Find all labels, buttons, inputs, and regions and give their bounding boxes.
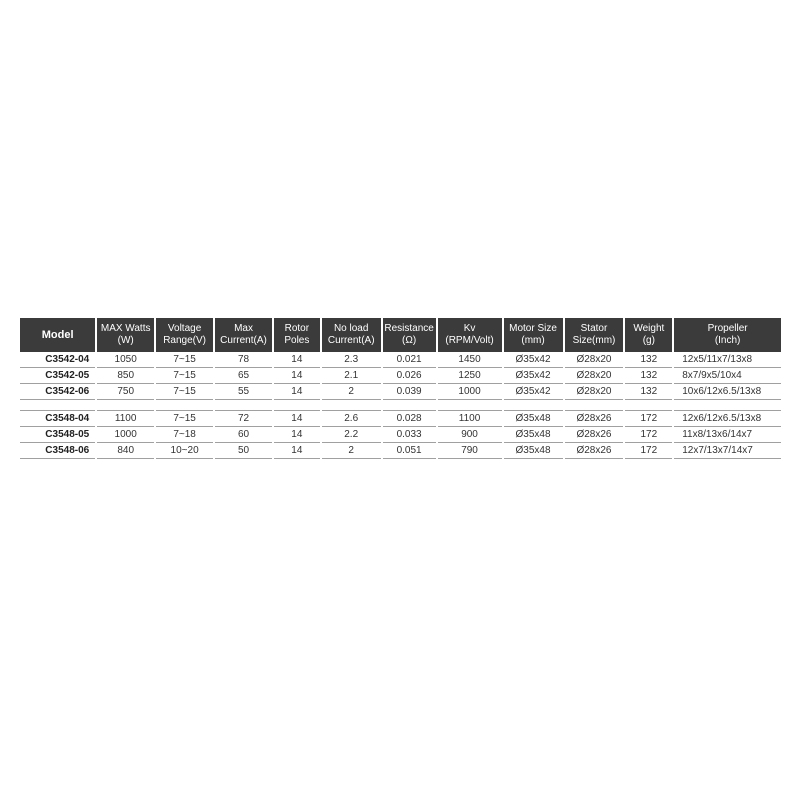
table-row (20, 443, 781, 459)
cell-weight: 172 (625, 443, 672, 459)
cell-no-load-current: 2.3 (322, 352, 381, 368)
cell-motor-size: Ø35x42 (504, 384, 563, 400)
cell-voltage-range: 7~15 (156, 411, 213, 427)
cell-stator-size: Ø28x26 (565, 411, 624, 427)
header-motor-size: Motor Size (mm) (504, 318, 563, 352)
cell-motor-size: Ø35x48 (504, 411, 563, 427)
cell-kv: 900 (438, 427, 502, 443)
cell-rotor-poles: 14 (274, 368, 320, 384)
cell-stator-size: Ø28x26 (565, 443, 624, 459)
separator-cell (20, 400, 95, 411)
cell-motor-size: Ø35x42 (504, 352, 563, 368)
header-propeller: Propeller (Inch) (674, 318, 781, 352)
cell-max-current: 55 (215, 384, 272, 400)
cell-stator-size: Ø28x20 (565, 352, 624, 368)
cell-stator-size: Ø28x20 (565, 368, 624, 384)
cell-kv: 1250 (438, 368, 502, 384)
header-kv: Kv (RPM/Volt) (438, 318, 502, 352)
cell-rotor-poles: 14 (274, 411, 320, 427)
table-body (20, 352, 781, 459)
cell-model: C3542-06 (20, 384, 95, 400)
table-row (20, 368, 781, 384)
separator-cell (438, 400, 502, 411)
cell-voltage-range: 7~15 (156, 368, 213, 384)
separator-cell (625, 400, 672, 411)
cell-voltage-range: 7~18 (156, 427, 213, 443)
header-max-current: Max Current(A) (215, 318, 272, 352)
cell-model: C3542-04 (20, 352, 95, 368)
separator-cell (383, 400, 436, 411)
cell-max-watts: 840 (97, 443, 154, 459)
cell-resistance: 0.039 (383, 384, 436, 400)
cell-resistance: 0.028 (383, 411, 436, 427)
table-row (20, 384, 781, 400)
group-separator (20, 400, 781, 411)
table-row (20, 411, 781, 427)
cell-no-load-current: 2 (322, 443, 381, 459)
header-max-watts: MAX Watts (W) (97, 318, 154, 352)
separator-cell (504, 400, 563, 411)
cell-max-current: 50 (215, 443, 272, 459)
cell-model: C3548-06 (20, 443, 95, 459)
separator-cell (322, 400, 381, 411)
cell-kv: 1000 (438, 384, 502, 400)
separator-cell (156, 400, 213, 411)
cell-max-watts: 750 (97, 384, 154, 400)
separator-cell (674, 400, 781, 411)
header-no-load-current: No load Current(A) (322, 318, 381, 352)
cell-weight: 132 (625, 368, 672, 384)
cell-propeller: 10x6/12x6.5/13x8 (674, 384, 781, 400)
cell-stator-size: Ø28x20 (565, 384, 624, 400)
header-model: Model (20, 318, 95, 352)
separator-cell (215, 400, 272, 411)
cell-no-load-current: 2.1 (322, 368, 381, 384)
cell-propeller: 8x7/9x5/10x4 (674, 368, 781, 384)
table-row (20, 427, 781, 443)
cell-motor-size: Ø35x48 (504, 443, 563, 459)
cell-model: C3542-05 (20, 368, 95, 384)
cell-max-current: 72 (215, 411, 272, 427)
cell-max-watts: 1050 (97, 352, 154, 368)
header-weight: Weight (g) (625, 318, 672, 352)
cell-max-current: 78 (215, 352, 272, 368)
cell-rotor-poles: 14 (274, 352, 320, 368)
cell-no-load-current: 2 (322, 384, 381, 400)
cell-weight: 132 (625, 352, 672, 368)
cell-no-load-current: 2.2 (322, 427, 381, 443)
cell-max-watts: 850 (97, 368, 154, 384)
cell-no-load-current: 2.6 (322, 411, 381, 427)
header-resistance: Resistance (Ω) (383, 318, 436, 352)
cell-propeller: 12x7/13x7/14x7 (674, 443, 781, 459)
cell-resistance: 0.021 (383, 352, 436, 368)
motor-spec-table (18, 318, 783, 459)
header-row (20, 318, 781, 352)
cell-propeller: 12x5/11x7/13x8 (674, 352, 781, 368)
cell-voltage-range: 7~15 (156, 384, 213, 400)
cell-voltage-range: 7~15 (156, 352, 213, 368)
cell-weight: 172 (625, 411, 672, 427)
table-row (20, 352, 781, 368)
cell-rotor-poles: 14 (274, 443, 320, 459)
cell-voltage-range: 10~20 (156, 443, 213, 459)
cell-resistance: 0.051 (383, 443, 436, 459)
cell-kv: 790 (438, 443, 502, 459)
cell-kv: 1450 (438, 352, 502, 368)
cell-motor-size: Ø35x42 (504, 368, 563, 384)
separator-cell (274, 400, 320, 411)
cell-max-watts: 1000 (97, 427, 154, 443)
cell-rotor-poles: 14 (274, 427, 320, 443)
cell-propeller: 12x6/12x6.5/13x8 (674, 411, 781, 427)
cell-kv: 1100 (438, 411, 502, 427)
cell-stator-size: Ø28x26 (565, 427, 624, 443)
cell-resistance: 0.026 (383, 368, 436, 384)
cell-max-current: 65 (215, 368, 272, 384)
cell-max-current: 60 (215, 427, 272, 443)
cell-rotor-poles: 14 (274, 384, 320, 400)
cell-max-watts: 1100 (97, 411, 154, 427)
cell-model: C3548-04 (20, 411, 95, 427)
cell-weight: 132 (625, 384, 672, 400)
cell-weight: 172 (625, 427, 672, 443)
cell-motor-size: Ø35x48 (504, 427, 563, 443)
cell-resistance: 0.033 (383, 427, 436, 443)
header-rotor-poles: Rotor Poles (274, 318, 320, 352)
cell-model: C3548-05 (20, 427, 95, 443)
header-stator-size: Stator Size(mm) (565, 318, 624, 352)
separator-cell (97, 400, 154, 411)
separator-cell (565, 400, 624, 411)
cell-propeller: 11x8/13x6/14x7 (674, 427, 781, 443)
header-voltage-range: Voltage Range(V) (156, 318, 213, 352)
